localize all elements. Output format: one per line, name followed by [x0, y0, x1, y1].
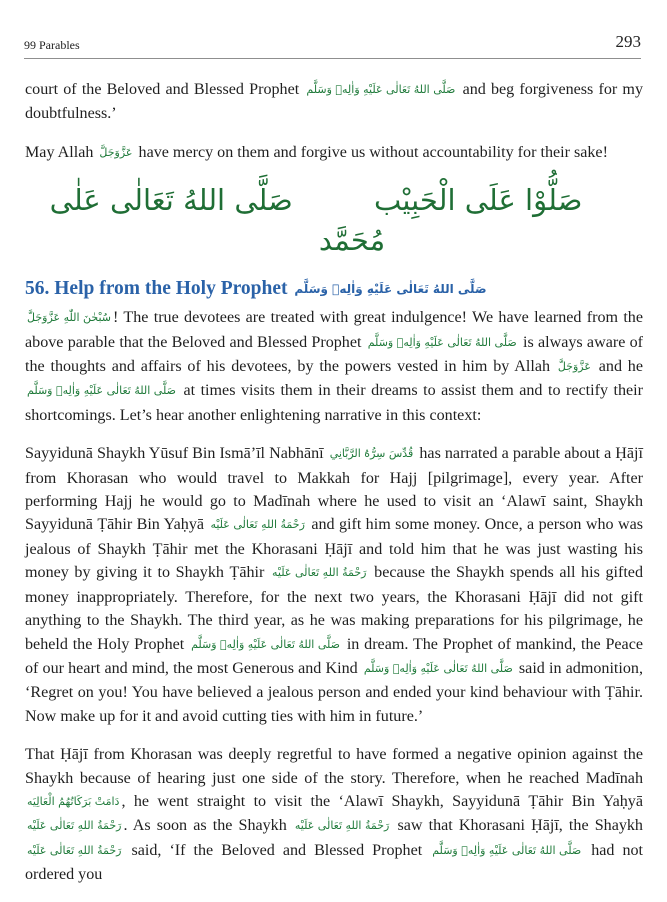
rahmatullah-glyph: رَحْمَةُ اللهِ تَعَالٰى عَلَيْه: [27, 819, 122, 833]
text-run: and gift him some money. Once, a person who was jealous of Shaykh Ṭāhir met the Khorasani Ḥājī and told him that he was just wasting his money by giving it to Shaykh Ṭāhir: [25, 516, 644, 582]
text-run: and he: [598, 358, 643, 376]
text-run: Sayyidunā Shaykh Yūsuf Bin Ismā’īl Nabhānī: [25, 445, 324, 463]
text-run: have mercy on them and forgive us without accountability for their sake!: [138, 143, 608, 161]
text-run: court of the Beloved and Blessed Prophet: [25, 81, 300, 98]
text-run: said, ‘If the Beloved and Blessed Prophet: [131, 841, 423, 859]
paragraph: [25, 306, 643, 427]
text-run: ! The true devotees are treated with great indulgence! We have learned from the above parable that the Beloved and Blessed Prophet: [25, 309, 643, 351]
book-title: 99 Parables: [24, 38, 80, 52]
salutation-glyph: صَلَّى اللهُ تَعَالٰى عَلَيْهِ وَاٰلِهٖ وَسَلَّم: [363, 661, 513, 675]
rahmatullah-glyph: رَحْمَةُ اللهِ تَعَالٰى عَلَيْه: [27, 843, 122, 857]
rahmatullah-glyph: رَحْمَةُ اللهِ تَعَالٰى عَلَيْه: [210, 518, 305, 532]
rahmatullah-glyph: رَحْمَةُ اللهِ تَعَالٰى عَلَيْه: [272, 566, 367, 580]
honorific-glyph: عَزَّوَجَلَّ: [99, 145, 133, 159]
salawat-calligraphy: [25, 180, 643, 260]
text-run: has narrated a parable about a Ḥājī from Khorasan who would travel to Makkah for Hajj [pilgrimage], every year. After performing Hajj he would go to Madīnah where he used to visit an ‘Alawī saint, Shaykh Sayyidunā Ṭāhir Bin Yaḥyā: [25, 445, 643, 534]
section-heading: [25, 278, 643, 300]
text-run: . As soon as the Shaykh: [123, 817, 287, 835]
heading-text: 56. Help from the Holy Prophet: [25, 278, 288, 300]
salawat-right: صَلَّى اللهُ تَعَالٰى عَلٰى مُحَمَّد: [49, 183, 386, 258]
quddisa-glyph: قُدِّسَ سِرُّهُ الرَّبَّانِي: [329, 447, 414, 461]
paragraph: [25, 743, 643, 886]
text-run: in dream. The Prophet of mankind, the Peace of our heart and mind, the most Generous and Kind: [25, 635, 643, 677]
text-run: and beg forgiveness for my doubtfulness.’: [25, 81, 643, 123]
salutation-glyph: صَلَّى اللهُ تَعَالٰى عَلَيْهِ وَاٰلِهٖ وَسَلَّم: [367, 335, 517, 349]
text-run: said in admonition, ‘Regret on you! You have believed a jealous person and ended your kind behaviour with Ṭāhir. Now make up for it and avoid cutting ties with him in future.’: [25, 659, 643, 725]
page-number: 293: [615, 32, 641, 51]
text-run: because the Shaykh spends all his gifted money inappropriately. Therefore, for the next two years, the Khorasani Ḥājī did not gift anything to the Shaykh. The third year, as he was making preparations for his pilgrimage, he beheld the Holy Prophet: [25, 564, 643, 653]
text-run: saw that Khorasani Ḥājī, the Shaykh: [397, 817, 643, 835]
salutation-glyph: صَلَّى اللهُ تَعَالٰى عَلَيْهِ وَاٰلِهٖ وَسَلَّم: [294, 282, 487, 297]
page-header: [24, 32, 641, 59]
salutation-glyph: صَلَّى اللهُ تَعَالٰى عَلَيْهِ وَاٰلِهٖ وَسَلَّم: [306, 83, 456, 96]
salutation-glyph: صَلَّى اللهُ تَعَالٰى عَلَيْهِ وَاٰلِهٖ وَسَلَّم: [27, 384, 176, 398]
text-run: is always aware of the thoughts and affairs of his devotees, by the powers vested in him by Allah: [25, 333, 644, 376]
text-run: That Ḥājī from Khorasan was deeply regretful to have formed a negative opinion against the Shaykh because of hearing just one side of the story. Therefore, when he reached Madīnah: [25, 746, 643, 787]
text-run: at times visits them in their dreams to assist them and to rectify their shortcomings. Let’s hear another enlightening narrative in this context:: [25, 382, 643, 424]
rahmatullah-glyph: رَحْمَةُ اللهِ تَعَالٰى عَلَيْه: [294, 819, 390, 833]
salutation-glyph: صَلَّى اللهُ تَعَالٰى عَلَيْهِ وَاٰلِهٖ وَسَلَّم: [432, 843, 582, 857]
text-run: May Allah: [25, 143, 94, 161]
salutation-glyph: صَلَّى اللهُ تَعَالٰى عَلَيْهِ وَاٰلِهٖ وَسَلَّم: [191, 637, 341, 651]
paragraph: [25, 141, 643, 165]
damat-glyph: دَامَتْ بَرَكَاتُهُمُ الْعَالِيَه: [27, 794, 120, 808]
salawat-left: صَلُّوْا عَلَى الْحَبِيْب: [373, 183, 583, 218]
paragraph: [25, 78, 643, 126]
honorific-glyph: عَزَّوَجَلَّ: [557, 360, 591, 374]
text-run: , he went straight to visit the ‘Alawī Shaykh, Sayyidunā Ṭāhir Bin Yaḥyā: [121, 792, 643, 810]
paragraph: [25, 442, 643, 728]
page-body: [25, 78, 643, 902]
text-run: had not ordered you: [25, 841, 644, 884]
subhan-allah-glyph: سُبْحٰنَ اللّٰهِ عَزَّوَجَلَّ: [27, 311, 112, 325]
